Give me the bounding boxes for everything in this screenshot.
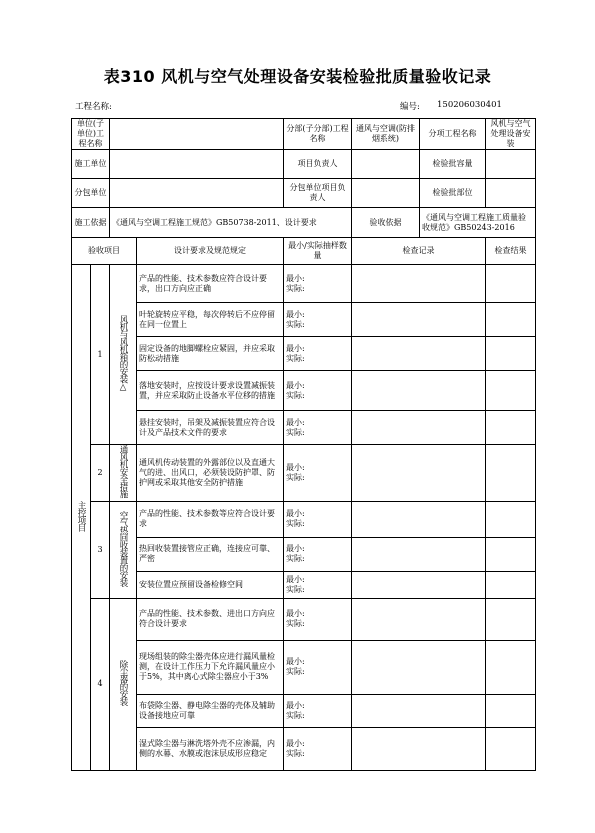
record-cell[interactable] bbox=[352, 694, 486, 727]
result-cell[interactable] bbox=[486, 445, 536, 502]
result-cell[interactable] bbox=[486, 537, 536, 571]
record-cell[interactable] bbox=[352, 265, 486, 303]
unit-name-value[interactable] bbox=[110, 119, 284, 150]
code-value: 150206030401 bbox=[437, 100, 502, 110]
min-label: 最小: bbox=[286, 609, 305, 618]
requirement-text: 固定设备的地脚螺栓应紧固，并应采取防松动措施 bbox=[137, 337, 284, 371]
table-row bbox=[72, 501, 536, 537]
division-name-label: 分部(子分部)工程名称 bbox=[284, 119, 352, 150]
record-cell[interactable] bbox=[352, 501, 486, 537]
record-cell[interactable] bbox=[352, 371, 486, 411]
table-row bbox=[72, 727, 536, 770]
actual-label: 实际: bbox=[286, 390, 305, 400]
batch-capacity-value[interactable] bbox=[486, 150, 536, 179]
requirement-text: 悬挂安装时，吊架及减振装置应符合设计及产品技术文件的要求 bbox=[137, 411, 284, 445]
requirement-text: 落地安装时，应按设计要求设置减振装置，并应采取防止设备水平位移的措施 bbox=[137, 371, 284, 411]
min-label: 最小: bbox=[286, 273, 305, 283]
actual-label: 实际: bbox=[286, 519, 305, 528]
group-number: 4 bbox=[91, 598, 110, 770]
requirement-text: 安装位置应预留设备检修空间 bbox=[137, 571, 284, 598]
acceptance-basis-label: 验收依据 bbox=[352, 208, 420, 238]
requirement-text: 叶轮旋转应平稳，每次停转后不应停留在同一位置上 bbox=[137, 303, 284, 337]
result-cell[interactable] bbox=[486, 303, 536, 337]
contractor-label: 施工单位 bbox=[72, 150, 110, 179]
result-cell[interactable] bbox=[486, 265, 536, 303]
requirement-text: 通风机传动装置的外露部位以及直通大气的进、出风口，必须装设防护罩、防护网或采取其他安全防护措施 bbox=[137, 445, 284, 502]
pm-value[interactable] bbox=[352, 150, 420, 179]
requirement-text: 湿式除尘器与淋洗塔外壳不应渗漏，内侧的水幕、水膜或泡沫层成形应稳定 bbox=[137, 727, 284, 770]
col-result-header: 检查结果 bbox=[486, 238, 536, 265]
min-label: 最小: bbox=[286, 380, 305, 390]
actual-label: 实际: bbox=[286, 283, 305, 293]
requirement-text: 产品的性能、技术参数、进出口方向应符合设计要求 bbox=[137, 598, 284, 640]
main-control-label: 主控项目 bbox=[72, 265, 91, 771]
result-cell[interactable] bbox=[486, 640, 536, 694]
group-number: 3 bbox=[91, 501, 110, 598]
record-cell[interactable] bbox=[352, 727, 486, 770]
col-record-header: 检查记录 bbox=[352, 238, 486, 265]
actual-label: 实际: bbox=[286, 554, 305, 563]
table-row bbox=[72, 640, 536, 694]
actual-label: 实际: bbox=[286, 472, 305, 482]
min-label: 最小: bbox=[286, 700, 305, 710]
sample-cell[interactable] bbox=[284, 371, 352, 411]
table-row bbox=[72, 598, 536, 640]
record-cell[interactable] bbox=[352, 303, 486, 337]
acceptance-basis-value: 《通风与空调工程施工质量验收规范》GB50243-2016 bbox=[420, 208, 536, 238]
table-row bbox=[72, 537, 536, 571]
sample-cell[interactable] bbox=[284, 537, 352, 571]
min-label: 最小: bbox=[286, 657, 305, 666]
requirement-text: 热回收装置接管应正确，连接应可靠、严密 bbox=[137, 537, 284, 571]
actual-label: 实际: bbox=[286, 427, 305, 437]
table-row bbox=[72, 303, 536, 337]
batch-location-value[interactable] bbox=[486, 179, 536, 208]
group-name: 除尘器的安装 bbox=[110, 598, 137, 770]
project-name-label: 工程名称: bbox=[75, 102, 112, 112]
min-label: 最小: bbox=[286, 738, 305, 748]
subitem-name-value: 风机与空气处理设备安装 bbox=[486, 119, 536, 150]
sample-cell[interactable] bbox=[284, 694, 352, 727]
batch-capacity-label: 检验批容量 bbox=[420, 150, 486, 179]
table-row bbox=[72, 265, 536, 303]
code-label: 编号: bbox=[400, 102, 420, 112]
group-number: 2 bbox=[91, 445, 110, 502]
actual-label: 实际: bbox=[286, 748, 305, 758]
record-cell[interactable] bbox=[352, 445, 486, 502]
col-sample-header: 最小/实际抽样数量 bbox=[284, 238, 352, 265]
sub-pm-label: 分包单位项目负责人 bbox=[284, 179, 352, 208]
table-row bbox=[72, 411, 536, 445]
unit-name-label: 单位(子单位)工程名称 bbox=[72, 119, 110, 150]
table-row bbox=[72, 371, 536, 411]
min-label: 最小: bbox=[286, 343, 305, 353]
sample-cell[interactable] bbox=[284, 303, 352, 337]
sample-cell[interactable] bbox=[284, 265, 352, 303]
result-cell[interactable] bbox=[486, 371, 536, 411]
table-row bbox=[72, 571, 536, 598]
actual-label: 实际: bbox=[286, 667, 305, 676]
min-label: 最小: bbox=[286, 574, 305, 584]
requirement-text: 产品的性能、技术参数等应符合设计要求 bbox=[137, 501, 284, 537]
record-cell[interactable] bbox=[352, 411, 486, 445]
min-label: 最小: bbox=[286, 544, 305, 553]
min-label: 最小: bbox=[286, 462, 305, 472]
result-cell[interactable] bbox=[486, 411, 536, 445]
sample-cell[interactable] bbox=[284, 337, 352, 371]
record-cell[interactable] bbox=[352, 537, 486, 571]
min-label: 最小: bbox=[286, 309, 305, 319]
group-name: 通风机安全措施 bbox=[110, 445, 137, 502]
table-row bbox=[72, 445, 536, 502]
result-cell[interactable] bbox=[486, 727, 536, 770]
subitem-name-label: 分项工程名称 bbox=[420, 119, 486, 150]
result-cell[interactable] bbox=[486, 571, 536, 598]
acceptance-record-table bbox=[71, 118, 536, 771]
record-cell[interactable] bbox=[352, 598, 486, 640]
sample-cell[interactable] bbox=[284, 501, 352, 537]
actual-label: 实际: bbox=[286, 319, 305, 329]
actual-label: 实际: bbox=[286, 584, 305, 594]
sample-cell[interactable] bbox=[284, 727, 352, 770]
record-cell[interactable] bbox=[352, 337, 486, 371]
actual-label: 实际: bbox=[286, 710, 305, 720]
sub-pm-value[interactable] bbox=[352, 179, 420, 208]
page-title: 表310 风机与空气处理设备安装检验批质量验收记录 bbox=[103, 67, 492, 86]
requirement-text: 布袋除尘器、静电除尘器的壳体及辅助设备接地应可靠 bbox=[137, 694, 284, 727]
basis-label: 施工依据 bbox=[72, 208, 110, 238]
record-cell[interactable] bbox=[352, 571, 486, 598]
min-label: 最小: bbox=[286, 417, 305, 427]
sample-cell[interactable] bbox=[284, 445, 352, 502]
group-name: 空气热回收装置的安装 bbox=[110, 501, 137, 598]
subcontractor-value[interactable] bbox=[110, 179, 284, 208]
result-cell[interactable] bbox=[486, 501, 536, 537]
record-cell[interactable] bbox=[352, 640, 486, 694]
group-number: 1 bbox=[91, 265, 110, 445]
sample-cell[interactable] bbox=[284, 571, 352, 598]
requirement-text: 现场组装的除尘器壳体应进行漏风量检测，在设计工作压力下允许漏风量应小于5%，其中离心式除尘器应小于3% bbox=[137, 640, 284, 694]
table-row bbox=[72, 694, 536, 727]
requirement-text: 产品的性能、技术参数应符合设计要求，出口方向应正确 bbox=[137, 265, 284, 303]
group-name: 风机与风机箱的安装△ bbox=[110, 265, 137, 445]
sample-cell[interactable] bbox=[284, 598, 352, 640]
sample-cell[interactable] bbox=[284, 640, 352, 694]
batch-location-label: 检验批部位 bbox=[420, 179, 486, 208]
division-name-value: 通风与空调(防排烟系统) bbox=[352, 119, 420, 150]
result-cell[interactable] bbox=[486, 694, 536, 727]
result-cell[interactable] bbox=[486, 598, 536, 640]
subcontractor-label: 分包单位 bbox=[72, 179, 110, 208]
min-label: 最小: bbox=[286, 509, 305, 518]
pm-label: 项目负责人 bbox=[284, 150, 352, 179]
actual-label: 实际: bbox=[286, 353, 305, 363]
sample-cell[interactable] bbox=[284, 411, 352, 445]
col-requirement-header: 设计要求及规范规定 bbox=[137, 238, 284, 265]
actual-label: 实际: bbox=[286, 619, 305, 628]
contractor-value[interactable] bbox=[110, 150, 284, 179]
result-cell[interactable] bbox=[486, 337, 536, 371]
table-row bbox=[72, 337, 536, 371]
col-item-header: 验收项目 bbox=[72, 238, 137, 265]
basis-value: 《通风与空调工程施工规范》GB50738-2011、设计要求 bbox=[110, 208, 352, 238]
